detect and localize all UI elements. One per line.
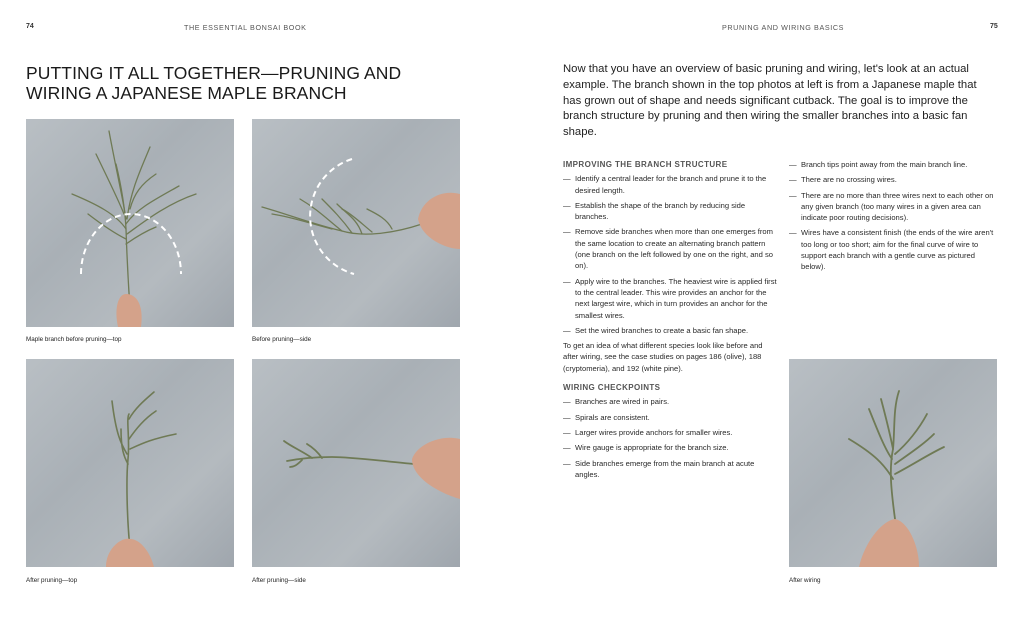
photo-caption: Maple branch before pruning—top (26, 336, 122, 343)
list-item: — Branches are wired in pairs. (563, 397, 670, 407)
left-running-head: THE ESSENTIAL BONSAI BOOK (184, 23, 307, 32)
dash-bullet: — (563, 276, 571, 286)
list-item: — Side branches emerge from the main branch at acute angles. (563, 458, 755, 479)
list-item: — Establish the shape of the branch by reducing side branches. (563, 200, 746, 222)
photo-caption: Before pruning—side (252, 336, 312, 343)
photo-after-pruning-top (26, 359, 234, 567)
checkpoints-list (563, 396, 779, 480)
checkpoints-list-continued (789, 159, 1001, 273)
list-item: — Spirals are consistent. (563, 412, 650, 422)
list-item: — Wires have a consistent finish (the ends of the wire aren't too long or too short; aim for the final curve of wire to support each branch with a gentle curve as pictured below). (789, 228, 994, 272)
photo-before-pruning-top (26, 119, 234, 327)
dash-bullet: — (563, 200, 571, 210)
left-page-number: 74 (26, 23, 34, 30)
text-column-left (563, 159, 779, 484)
dash-bullet: — (563, 397, 571, 407)
improving-list (563, 173, 779, 336)
dash-bullet: — (789, 175, 797, 185)
list-item: — Identify a central leader for the branch and prune it to the desired length. (563, 174, 767, 195)
photo-caption: After pruning—side (252, 577, 306, 584)
right-running-head: PRUNING AND WIRING BASICS (722, 23, 845, 32)
list-item: — Remove side branches when more than one emerges from the same location to create an alternating branch pattern (one branch on the left followed by one on the right, and so on). (563, 227, 773, 271)
section-heading-improving: IMPROVING THE BRANCH STRUCTURE (563, 160, 728, 169)
dash-bullet: — (563, 325, 571, 335)
dash-bullet: — (789, 160, 797, 169)
list-item: — Branch tips point away from the main branch line. (789, 160, 968, 169)
case-studies-paragraph: To get an idea of what different species look like before and after wiring, see the case studies on pages 186 (olive), 188 (cryptomeria), and 192 (white pine). (563, 341, 763, 373)
dash-bullet: — (789, 190, 797, 200)
list-item: — Set the wired branches to create a basic fan shape. (563, 325, 749, 335)
list-item: — Larger wires provide anchors for smaller wires. (563, 427, 733, 437)
dash-bullet: — (563, 458, 571, 468)
branch-illustration-icon (26, 119, 234, 327)
branch-illustration-icon (252, 119, 460, 327)
dash-bullet: — (789, 228, 797, 238)
photo-after-wiring (789, 359, 997, 567)
list-item: — Apply wire to the branches. The heaviest wire is applied first to the central leader. This wire provides an anchor for the next largest wire, which in turn provides an anchor for the smallest wires. (563, 276, 777, 320)
section-heading-checkpoints: WIRING CHECKPOINTS (563, 383, 661, 393)
text-column-right (789, 159, 1001, 277)
branch-illustration-icon (26, 359, 234, 567)
intro-paragraph: Now that you have an overview of basic pruning and wiring, let's look at an actual example. The branch shown in the top photos at left is from a Japanese maple that has grown out of shape and needs significant cutback. The goal is to improve the branch structure by pruning and then wiring the smaller branches into a basic fan shape. (563, 63, 977, 139)
dash-bullet: — (563, 174, 571, 184)
branch-illustration-icon (252, 359, 460, 567)
list-item: — Wire gauge is appropriate for the branch size. (563, 443, 729, 453)
list-item: — There are no crossing wires. (789, 175, 897, 185)
dash-bullet: — (563, 427, 571, 437)
right-page-number: 75 (990, 23, 998, 30)
page-title: PUTTING IT ALL TOGETHER—PRUNING AND WIRING A JAPANESE MAPLE BRANCH (26, 63, 402, 103)
photo-after-pruning-side (252, 359, 460, 567)
photo-caption: After wiring (789, 577, 821, 584)
dash-bullet: — (563, 227, 571, 237)
dash-bullet: — (563, 443, 571, 453)
photo-caption: After pruning—top (26, 577, 78, 584)
photo-before-pruning-side (252, 119, 460, 327)
list-item: — There are no more than three wires next to each other on any given branch (too many wires in a given area can indicate poor routing decisions). (789, 190, 994, 223)
dash-bullet: — (563, 412, 571, 422)
branch-illustration-icon (789, 359, 997, 567)
